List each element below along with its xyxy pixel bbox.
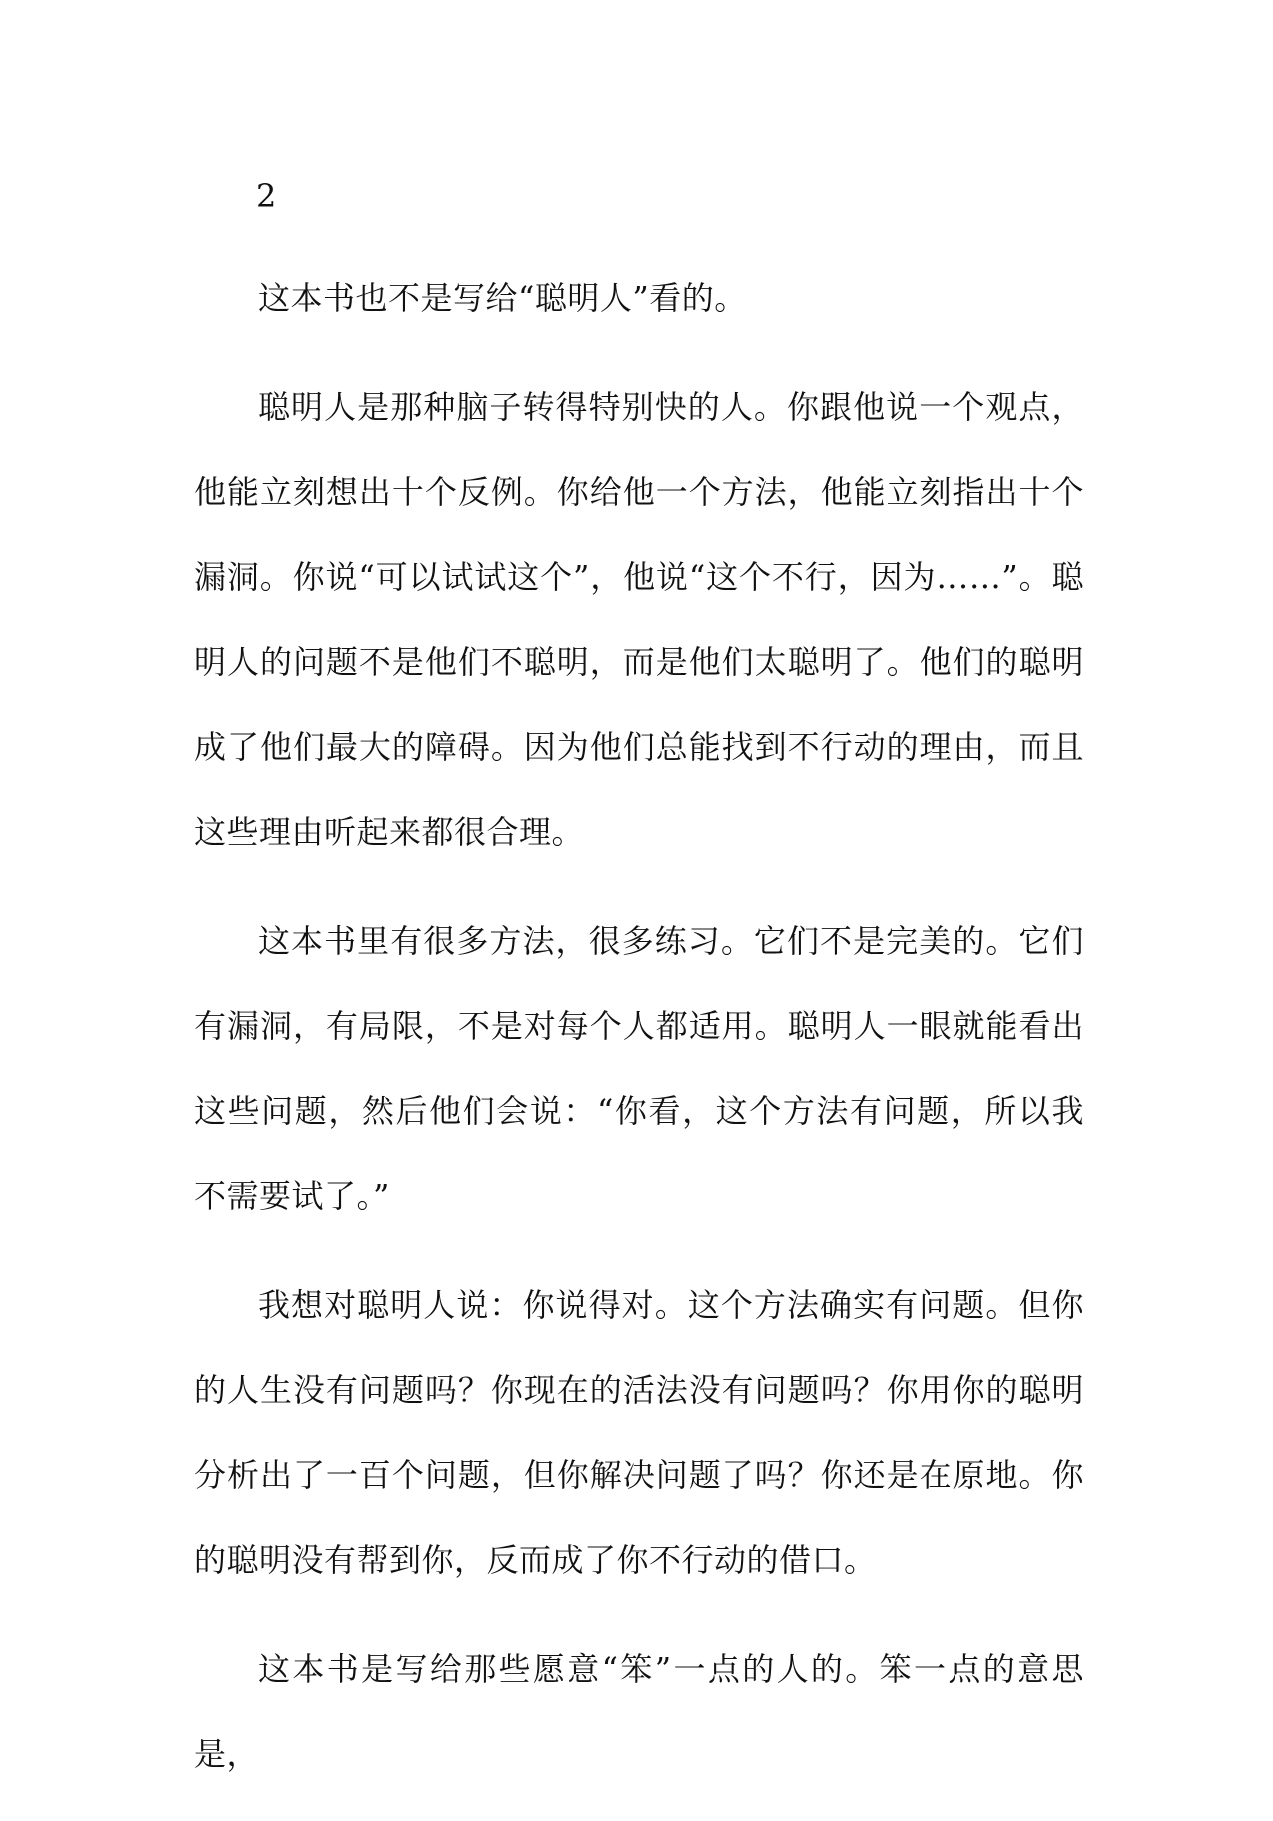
paragraph-4: 我想对聪明人说：你说得对。这个方法确实有问题。但你的人生没有问题吗？你现在的活法没有问题吗？你用你的聪明分析出了一百个问题，但你解决问题了吗？你还是在原地。你的聪明没有帮到你，反而成了你不行动的借口。: [194, 1286, 1084, 1579]
paragraph-3: 这本书里有很多方法，很多练习。它们不是完美的。它们有漏洞，有局限，不是对每个人都适用。聪明人一眼就能看出这些问题，然后他们会说：“你看，这个方法有问题，所以我不需要试了。”: [194, 922, 1084, 1215]
body-text: [194, 256, 1084, 1821]
paragraph-2: 聪明人是那种脑子转得特别快的人。你跟他说一个观点，他能立刻想出十个反例。你给他一个方法，他能立刻指出十个漏洞。你说“可以试试这个”，他说“这个不行，因为……”。聪明人的问题不是他们不聪明，而是他们太聪明了。他们的聪明成了他们最大的障碍。因为他们总能找到不行动的理由，而且这些理由听起来都很合理。: [194, 388, 1084, 851]
paragraph-1: 这本书也不是写给“聪明人”看的。: [258, 279, 747, 317]
paragraph-5: 这本书是写给那些愿意“笨”一点的人的。笨一点的意思是，: [194, 1650, 1084, 1773]
section-number: 2: [256, 177, 277, 215]
